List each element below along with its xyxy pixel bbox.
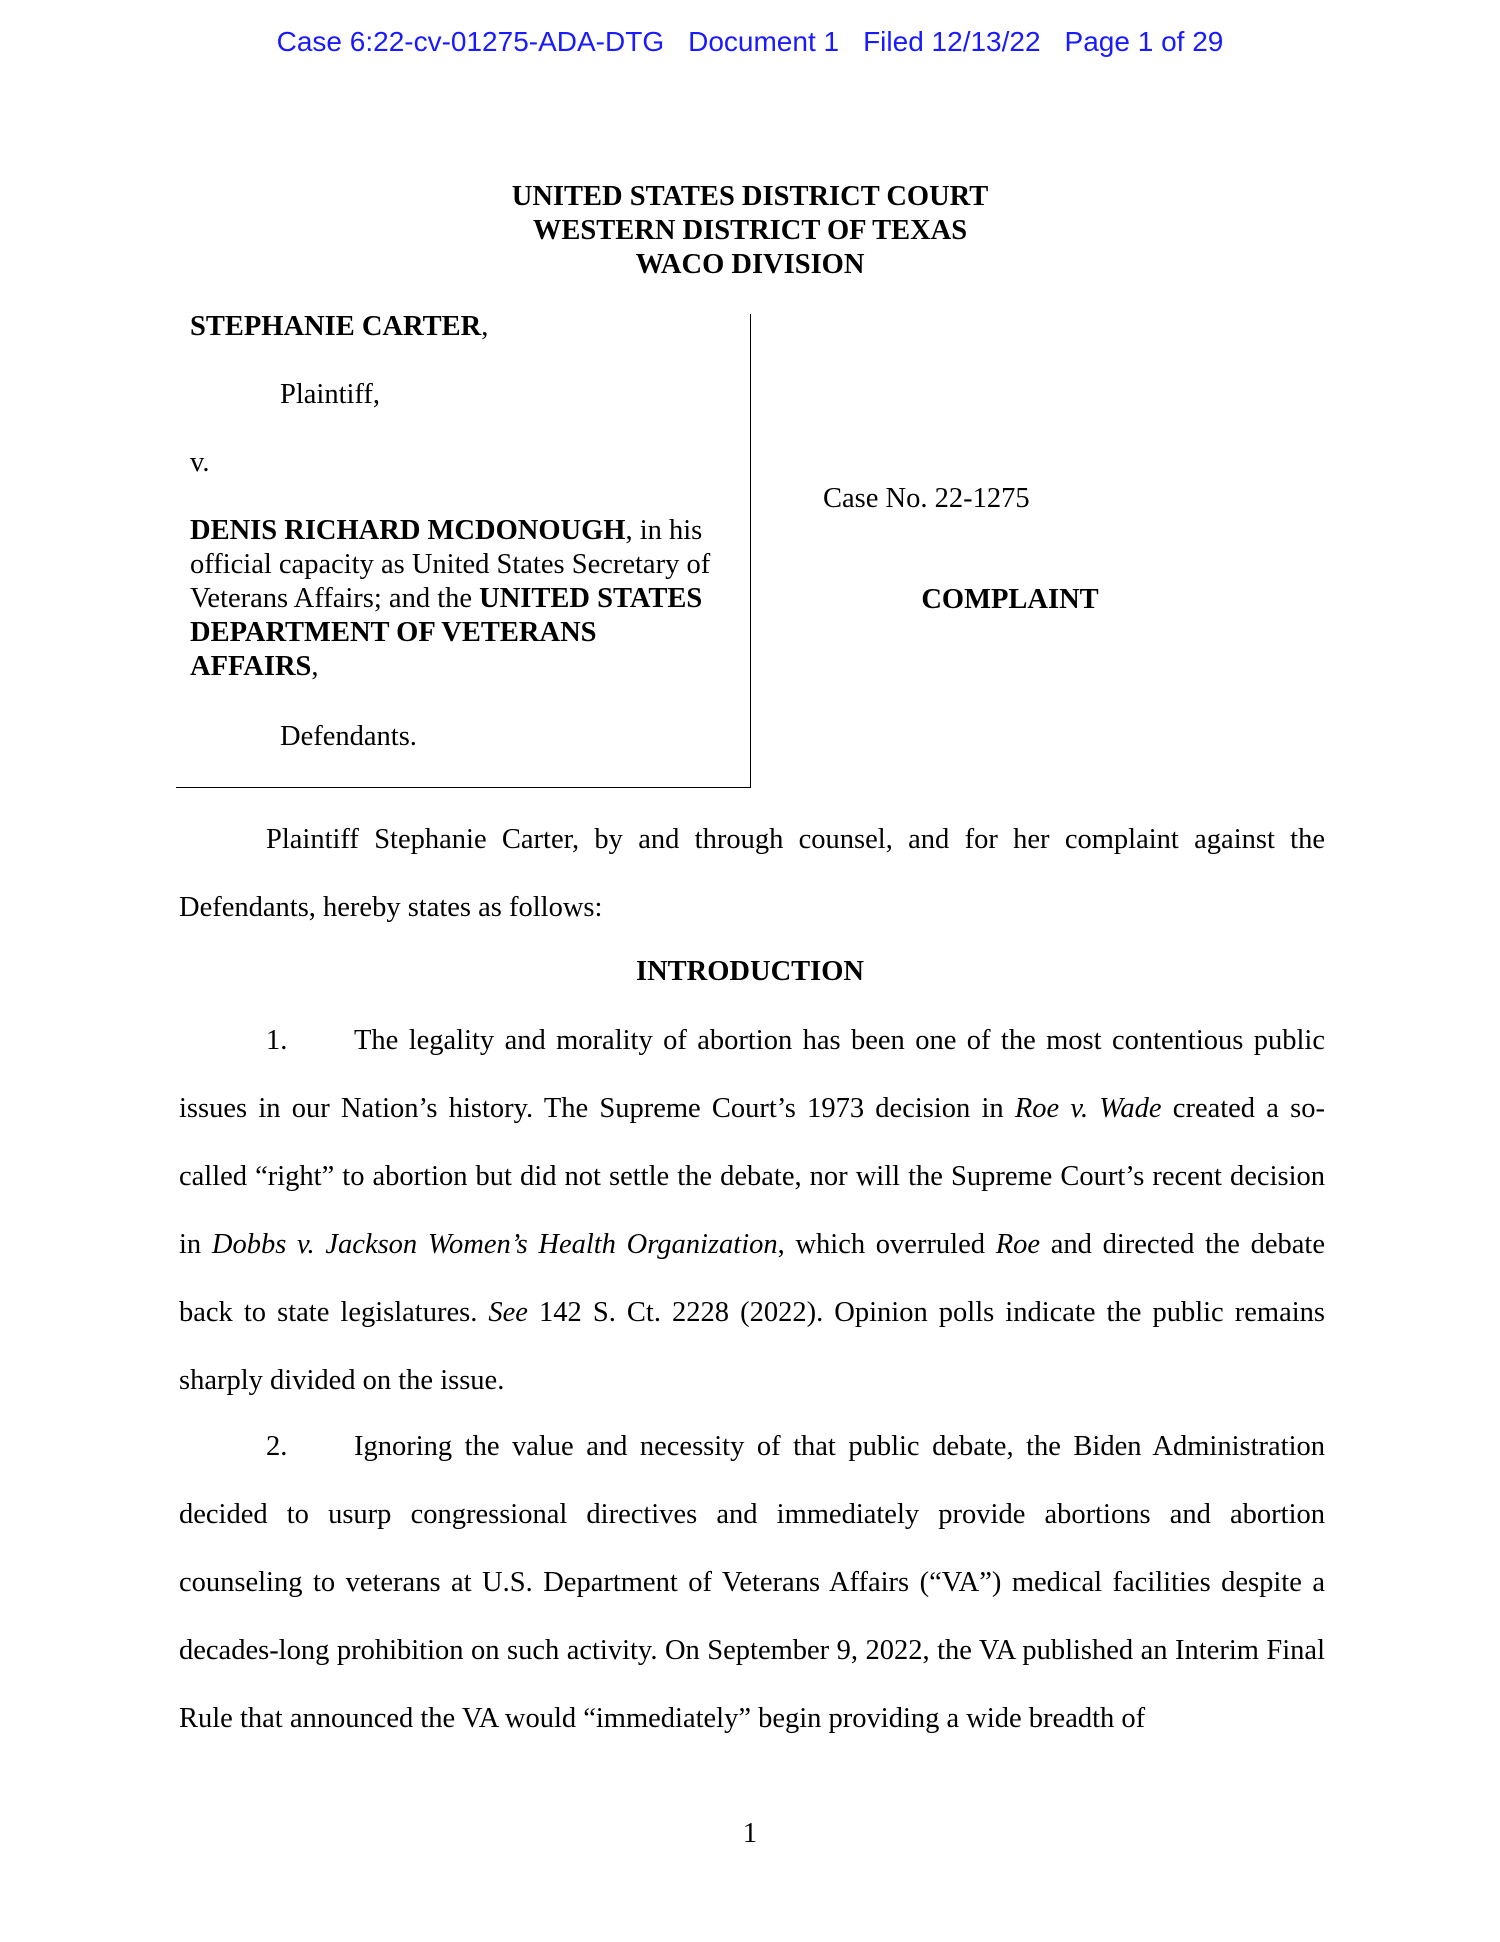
defendant-name: DENIS RICHARD MCDONOUGH (190, 515, 626, 546)
preamble (179, 806, 1325, 942)
plaintiff-role: Plaintiff, (280, 379, 381, 410)
filing-page-count: Page 1 of 29 (1064, 26, 1224, 57)
paragraph-1-text-e: 142 S. Ct. 2228 (2022). Opinion polls indicate the public remains sharply divided on the issue. (179, 1297, 1325, 1396)
versus: v. (190, 447, 210, 478)
plaintiff-comma: , (481, 311, 489, 342)
case-citation-roe-short: Roe (995, 1229, 1041, 1260)
court-division: WACO DIVISION (635, 249, 865, 280)
defendant-agency-2: DEPARTMENT OF VETERANS (190, 617, 597, 648)
defendant-agency-1: UNITED STATES (479, 583, 703, 614)
filing-header (0, 26, 1500, 58)
defendant-desc-2: official capacity as United States Secretary of (190, 549, 711, 580)
paragraph-1 (179, 1007, 1325, 1415)
paragraph-2-text: Ignoring the value and necessity of that public debate, the Biden Administration decided to usurp congressional directives and immediately provide abortions and abortion counseling to veterans at U.S. Department of Veterans Affairs (“VA”) medical facilities despite a decades-long prohibition on such activity. On September 9, 2022, the VA published an Interim Final Rule that announced the VA would “immediately” begin providing a wide breadth of (179, 1431, 1325, 1734)
preamble-text: Plaintiff Stephanie Carter, by and through counsel, and for her complaint against the Defendants, hereby states as follows: (179, 824, 1325, 923)
plaintiff-name: STEPHANIE CARTER (190, 311, 482, 342)
paragraph-1-text-a: The legality and morality of abortion has been one of the most contentious public issues in our Nation’s history. The Supreme Court’s 1973 decision in (179, 1025, 1325, 1124)
defendant-block (190, 514, 750, 684)
citation-signal-see: See (488, 1297, 528, 1328)
paragraph-2 (179, 1413, 1325, 1753)
defendant-desc-1: , in his (625, 515, 703, 546)
case-citation-dobbs: Dobbs v. Jackson Women’s Health Organization (211, 1229, 778, 1260)
court-name: UNITED STATES DISTRICT COURT (511, 181, 989, 212)
filing-case-number: Case 6:22-cv-01275-ADA-DTG (276, 26, 665, 57)
page-number: 1 (742, 1818, 758, 1849)
filing-date: Filed 12/13/22 (863, 26, 1041, 57)
defendant-desc-3: Veterans Affairs; and the (190, 583, 480, 614)
paragraph-1-text-d: and directed the debate back to state legislatures. (179, 1229, 1325, 1328)
defendant-role: Defendants. (280, 721, 417, 752)
caption-horizontal-divider (176, 787, 751, 788)
paragraph-2-number: 2. (266, 1431, 288, 1462)
defendant-comma: , (311, 651, 319, 682)
case-number: Case No. 22-1275 (823, 483, 1030, 514)
plaintiff-line (190, 310, 488, 344)
case-citation-roe: Roe v. Wade (1014, 1093, 1162, 1124)
introduction-heading: INTRODUCTION (635, 956, 865, 987)
paragraph-1-text-c: , which overruled (777, 1229, 996, 1260)
court-heading (0, 180, 1500, 282)
caption-vertical-divider (750, 314, 751, 788)
filing-document-number: Document 1 (688, 26, 840, 57)
court-district: WESTERN DISTRICT OF TEXAS (532, 215, 968, 246)
paragraph-1-text-b: created a so-called “right” to abortion but did not settle the debate, nor will the Supreme Court’s recent decision in (179, 1093, 1325, 1260)
document-type: COMPLAINT (921, 584, 1099, 615)
paragraph-1-number: 1. (266, 1025, 288, 1056)
defendant-agency-3: AFFAIRS (190, 651, 312, 682)
